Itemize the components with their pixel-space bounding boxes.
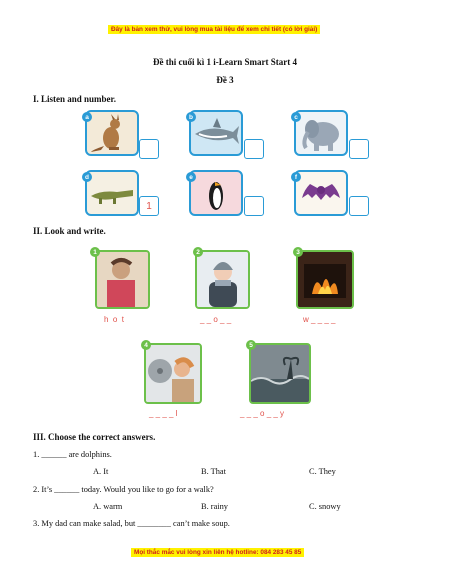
letter-badge-f: f	[291, 172, 301, 182]
hot-scene-icon	[97, 252, 148, 307]
number-badge-4: 4	[141, 340, 151, 350]
letter-badge-d: d	[82, 172, 92, 182]
picture-windy	[144, 343, 202, 404]
section-1-heading: I. Listen and number.	[33, 94, 116, 104]
number-badge-3: 3	[293, 247, 303, 257]
letter-badge-a: a	[82, 112, 92, 122]
number-badge-1: 1	[90, 247, 100, 257]
shark-icon	[191, 112, 241, 154]
answer-box-a[interactable]	[139, 139, 159, 159]
question-3: 3. My dad can make salad, but ________ can’t make soup.	[33, 519, 230, 528]
section-3-heading: III. Choose the correct answers.	[33, 432, 156, 442]
answer-box-d[interactable]: 1	[139, 196, 159, 216]
question-1-option-b[interactable]: B. That	[201, 467, 226, 476]
word-answer-3: w _ _ _ _	[303, 315, 336, 324]
picture-hot	[95, 250, 150, 309]
answer-box-f[interactable]	[349, 196, 369, 216]
picture-kangaroo	[85, 110, 139, 156]
fireplace-icon	[298, 252, 352, 307]
page-subtitle: Đề 3	[216, 75, 234, 85]
picture-cold	[195, 250, 250, 309]
picture-penguin	[189, 170, 243, 216]
bat-icon	[296, 172, 346, 214]
letter-badge-e: e	[186, 172, 196, 182]
word-answer-1: h o t	[104, 315, 125, 324]
penguin-icon	[191, 172, 241, 214]
word-answer-4: _ _ _ _ l	[149, 409, 178, 418]
page-title: Đề thi cuối kì 1 i-Learn Smart Start 4	[153, 57, 297, 67]
question-2-option-a[interactable]: A. warm	[93, 502, 123, 511]
answer-box-b[interactable]	[244, 139, 264, 159]
number-badge-5: 5	[246, 340, 256, 350]
cold-scene-icon	[197, 252, 248, 307]
top-banner: Đây là bản xem thử, vui lòng mua tài liệu để xem chi tiết (có lời giải)	[108, 25, 320, 34]
picture-elephant	[294, 110, 348, 156]
bottom-banner: Mọi thắc mắc vui lòng xin liên hệ hotline: 084 283 45 85	[131, 548, 304, 557]
elephant-icon	[296, 112, 346, 154]
picture-stormy	[249, 343, 311, 404]
answer-box-e[interactable]	[244, 196, 264, 216]
picture-bat	[294, 170, 348, 216]
section-2-heading: II. Look and write.	[33, 226, 106, 236]
crocodile-icon	[87, 172, 137, 214]
picture-shark	[189, 110, 243, 156]
letter-badge-b: b	[186, 112, 196, 122]
word-answer-5: _ _ _ o _ _ y	[240, 409, 285, 418]
picture-crocodile	[85, 170, 139, 216]
picture-warm	[296, 250, 354, 309]
kangaroo-icon	[87, 112, 137, 154]
question-1-option-a[interactable]: A. It	[93, 467, 109, 476]
number-badge-2: 2	[193, 247, 203, 257]
letter-badge-c: c	[291, 112, 301, 122]
word-answer-2: _ _ o _ _	[200, 315, 232, 324]
question-2-option-b[interactable]: B. rainy	[201, 502, 228, 511]
stormy-scene-icon	[251, 345, 309, 402]
question-2-option-c[interactable]: C. snowy	[309, 502, 341, 511]
question-2: 2. It’s ______ today. Would you like to go for a walk?	[33, 485, 214, 494]
windy-scene-icon	[146, 345, 200, 402]
question-1-option-c[interactable]: C. They	[309, 467, 336, 476]
question-1: 1. ______ are dolphins.	[33, 450, 112, 459]
answer-box-c[interactable]	[349, 139, 369, 159]
